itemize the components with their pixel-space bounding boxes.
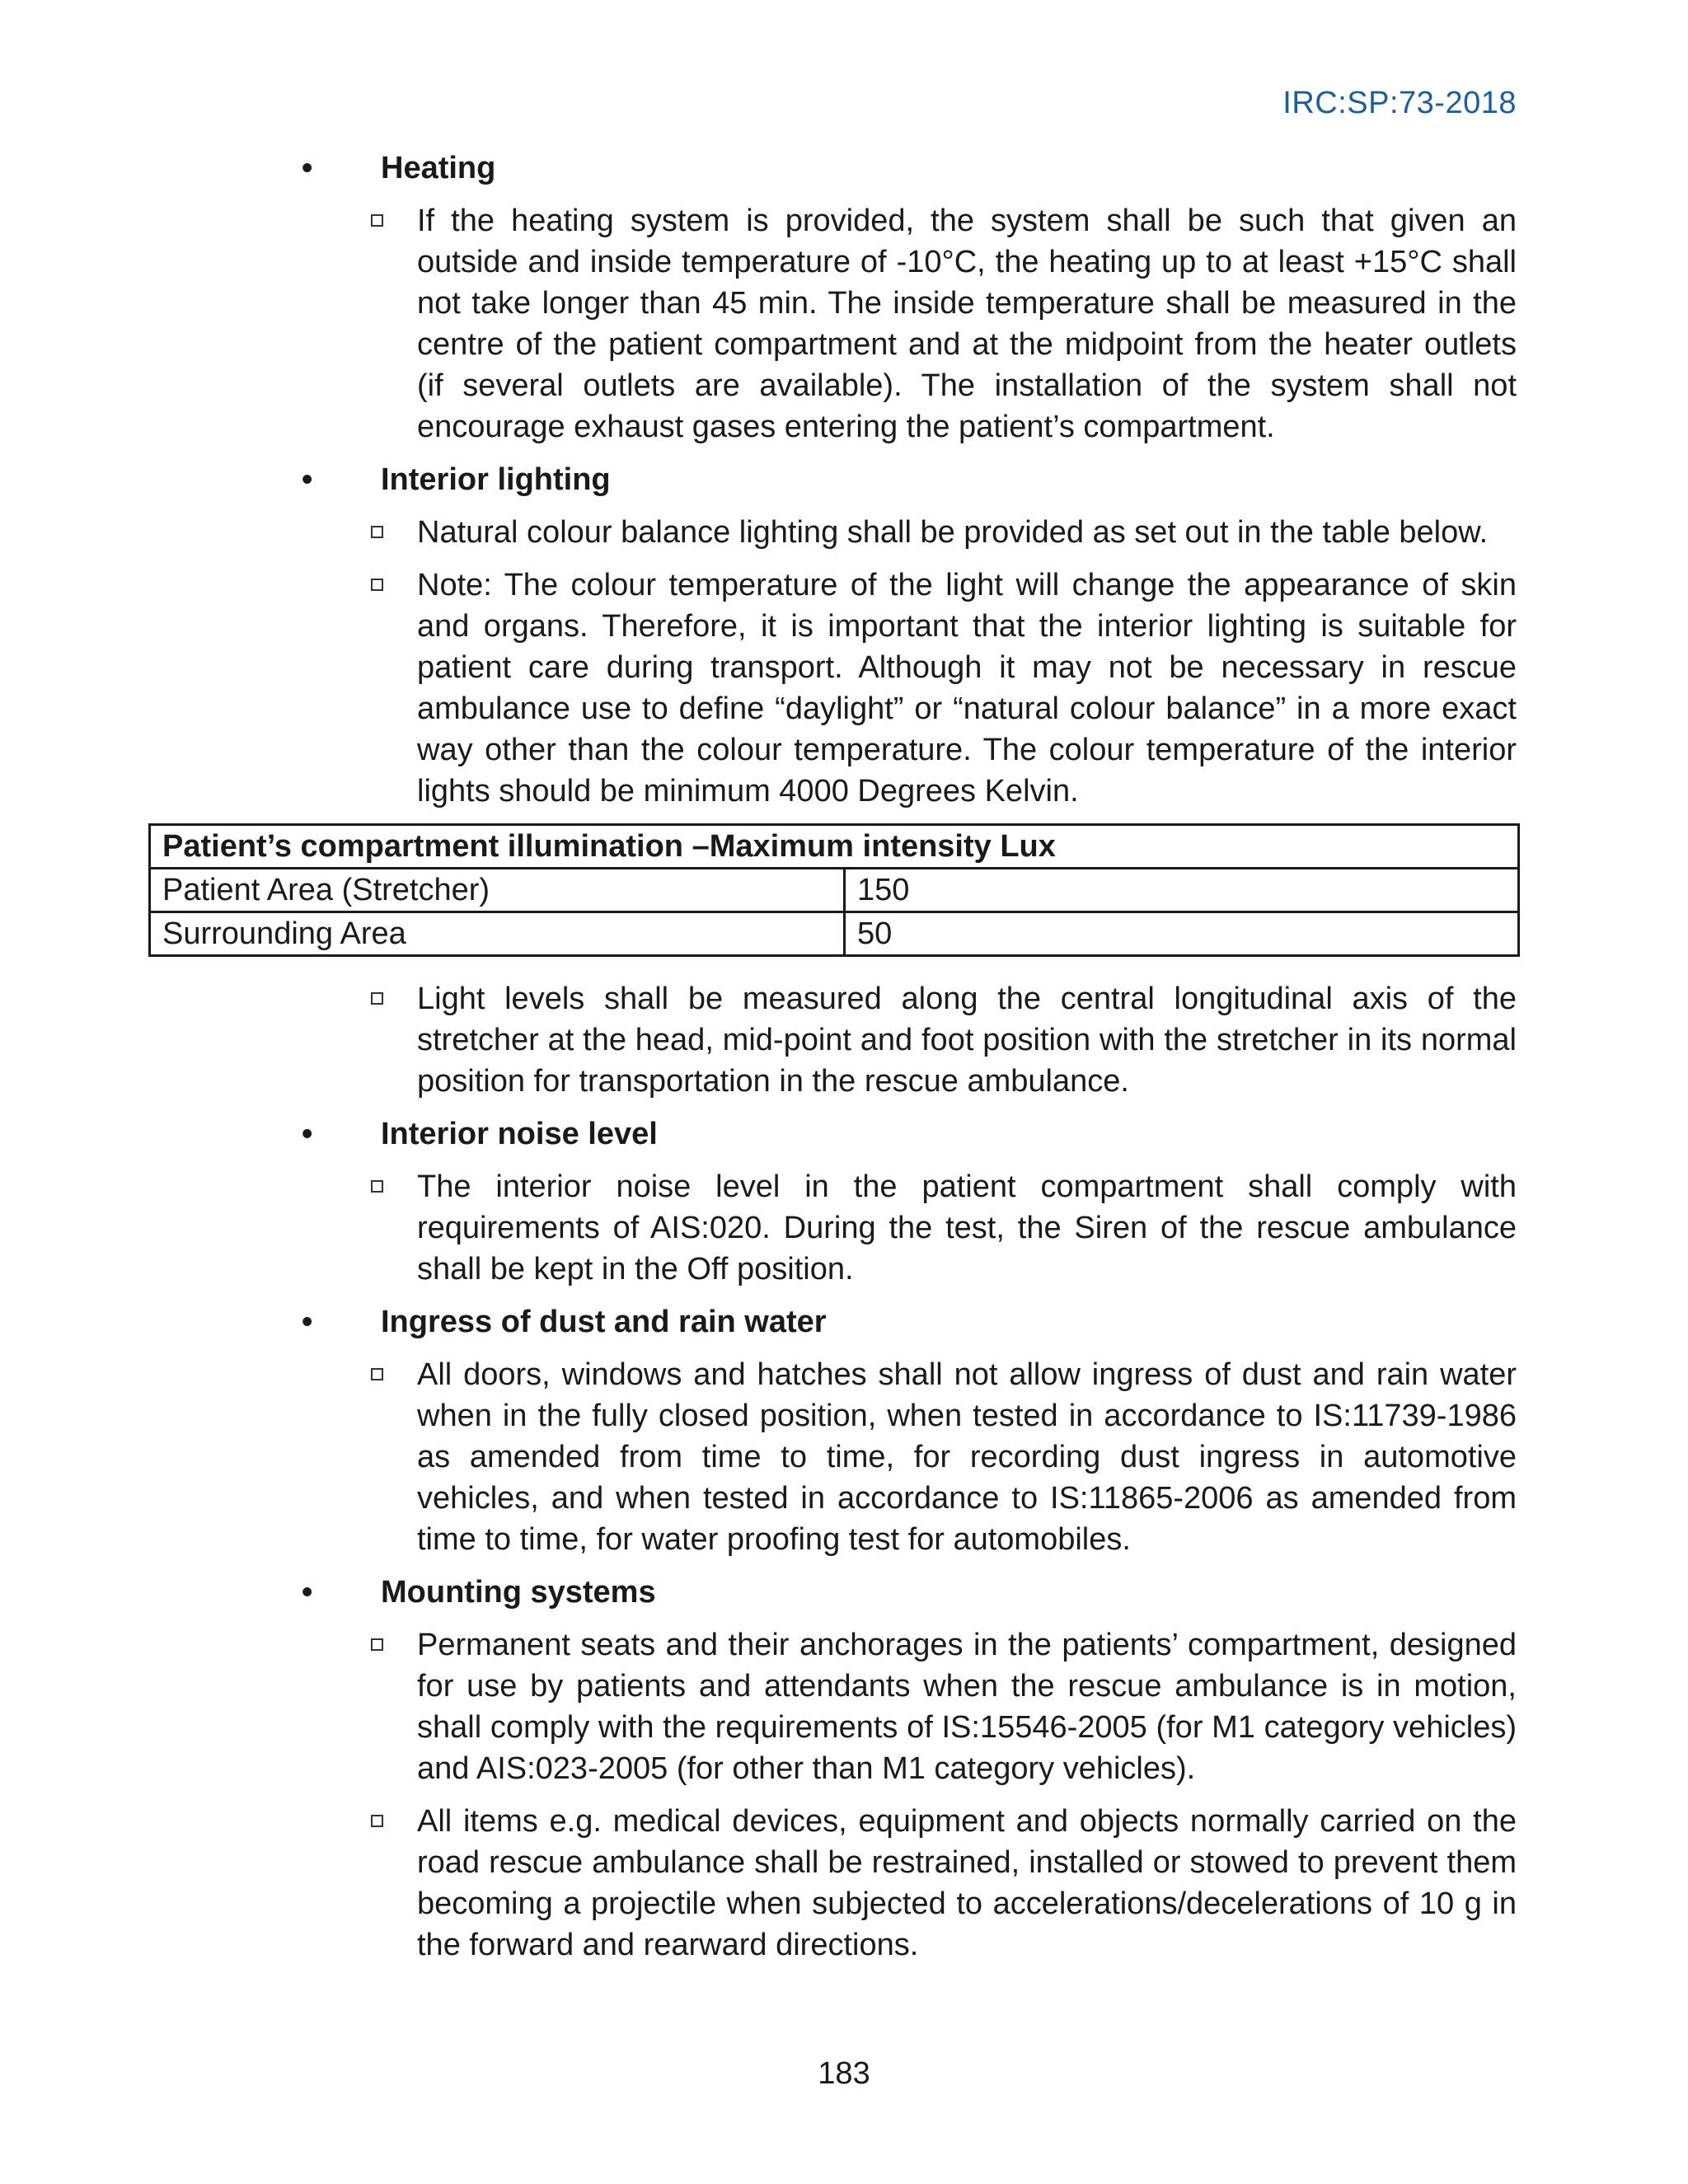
document-code: IRC:SP:73-2018 [1282,86,1517,120]
paragraph-text: Natural colour balance lighting shall be provided as set out in the table below. [417,515,1489,550]
paragraph-noise-1 [417,1166,1517,1290]
square-bullet-icon [371,526,383,538]
paragraph-heating-1 [417,200,1517,448]
heading-text: Interior noise level [381,1117,658,1151]
paragraph-mounting-1 [417,1624,1517,1789]
heading-text: Mounting systems [381,1575,656,1610]
table-row [150,912,1519,956]
section-heading-heating [302,148,1517,189]
square-bullet-icon [371,1815,383,1827]
square-bullet-icon [371,1638,383,1651]
heading-text: Ingress of dust and rain water [381,1305,827,1339]
paragraph-lighting-2 [417,565,1517,812]
paragraph-text: The interior noise level in the patient compartment shall comply with requirements of AIS:020. During the test, the Siren of the rescue ambulance shall be kept in the Off position. [417,1169,1517,1286]
table-cell-lux: 50 [845,912,1519,956]
paragraph-text: Light levels shall be measured along the central longitudinal axis of the stretcher at the head, mid-point and foot position with the stretcher in its normal position for transportation in the rescue ambulance. [417,982,1517,1099]
bullet-icon: • [302,151,313,185]
paragraph-text: All items e.g. medical devices, equipment and objects normally carried on the road rescue ambulance shall be restrained, installed or stowed to prevent them becoming a projectile when subjected to accelerations/decelerations of 10 g in the forward and rearward directions. [417,1804,1517,1962]
paragraph-lighting-1 [417,512,1517,553]
paragraph-lighting-3 [417,978,1517,1102]
page-number: 183 [818,2056,870,2091]
heading-text: Interior lighting [381,462,611,497]
bullet-icon: • [302,462,313,497]
square-bullet-icon [371,1368,383,1380]
bullet-icon: • [302,1305,313,1339]
section-heading-ingress [302,1301,1517,1343]
section-heading-noise [302,1113,1517,1155]
section-heading-mounting [302,1572,1517,1613]
table-header-cell: Patient’s compartment illumination –Maximum intensity Lux [150,825,1519,869]
bullet-icon: • [302,1575,313,1610]
paragraph-text: Permanent seats and their anchorages in the patients’ compartment, designed for use by patients and attendants when the rescue ambulance is in motion, shall comply with the requirements of IS:15546-2005 (for M1 category vehicles) and AIS:023-2005 (for other than M1 category vehicles). [417,1628,1517,1786]
paragraph-ingress-1 [417,1354,1517,1560]
table-cell-area: Surrounding Area [150,912,845,956]
paragraph-text: Note: The colour temperature of the light will change the appearance of skin and organs. Therefore, it is important that the interior lighting is suitable for patient care during transport. Although it may not be necessary in rescue ambulance use to define “daylight” or “natural colour balance” in a more exact way other than the colour temperature. The colour temperature of the interior lights should be minimum 4000 Degrees Kelvin. [417,568,1517,808]
illumination-table [148,823,1520,957]
table-header-row [150,825,1519,869]
section-heading-lighting [302,459,1517,500]
page-content [0,136,1688,1977]
bullet-icon: • [302,1117,313,1151]
table-cell-lux: 150 [845,869,1519,912]
paragraph-text: All doors, windows and hatches shall not allow ingress of dust and rain water when in the fully closed position, when tested in accordance to IS:11739-1986 as amended from time to time, for recording dust ingress in automotive vehicles, and when tested in accordance to IS:11865-2006 as amended from time to time, for water proofing test for automobiles. [417,1357,1517,1557]
square-bullet-icon [371,214,383,227]
paragraph-mounting-2 [417,1801,1517,1966]
table-row [150,869,1519,912]
paragraph-text: If the heating system is provided, the system shall be such that given an outside and inside temperature of -10°C, the heating up to at least +15°C shall not take longer than 45 min. The inside temperature shall be measured in the centre of the patient compartment and at the midpoint from the heater outlets (if several outlets are available). The installation of the system shall not encourage exhaust gases entering the patient’s compartment. [417,204,1517,444]
table-cell-area: Patient Area (Stretcher) [150,869,845,912]
square-bullet-icon [371,992,383,1005]
square-bullet-icon [371,1180,383,1193]
square-bullet-icon [371,579,383,591]
heading-text: Heating [381,151,496,185]
